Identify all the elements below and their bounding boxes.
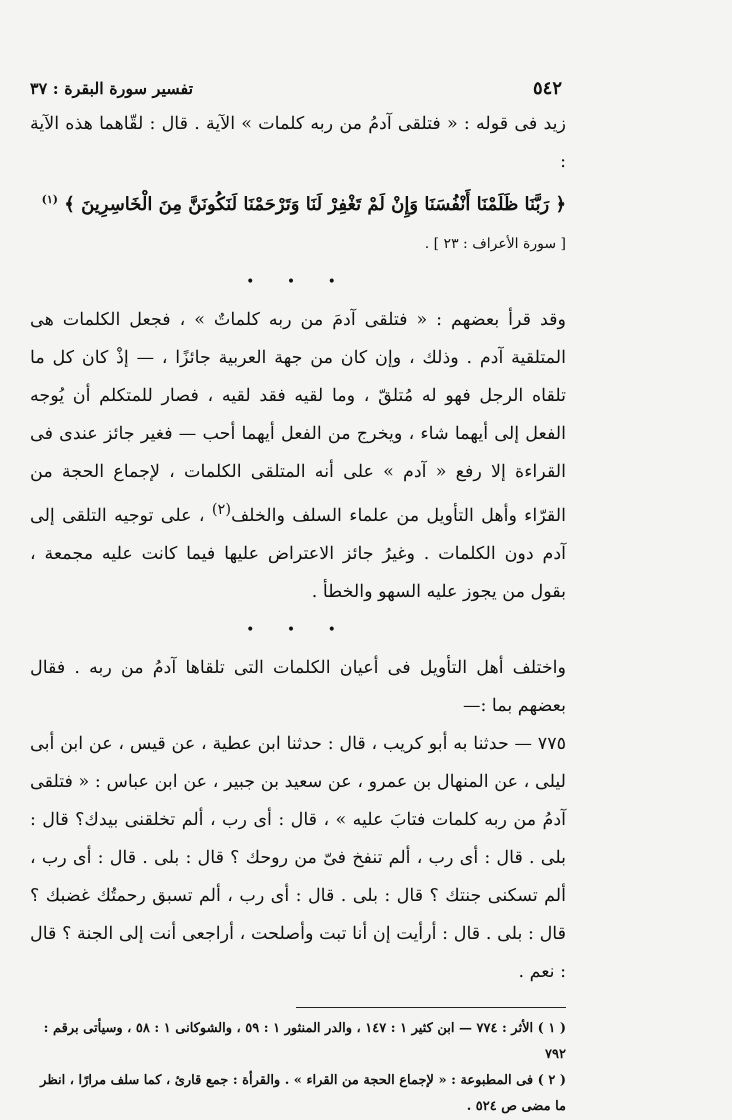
running-header bbox=[30, 78, 562, 99]
footnote-1: ( ١ ) الأثر : ٧٧٤ — ابن كثير ١ : ١٤٧ ، والدر المنثور ١ : ٥٩ ، والشوكانى ١ : ٥٨ ، وسيأتى برقم : ٧٩٢ bbox=[43, 1020, 566, 1062]
surah-reference: [ سورة الأعراف : ٢٣ ] . bbox=[424, 236, 566, 252]
body-text bbox=[30, 105, 566, 991]
paragraph-2-tail: ، على توجيه التلقى إلى آدم دون الكلمات . وغيرُ جائز الاعتراض عليها فيما كانت عليه مجمعة ، بقول من يجوز عليه السهو والخطأ . bbox=[30, 505, 566, 602]
paragraph-4: ٧٧٥ — حدثنا به أبو كريب ، قال : حدثنا ابن عطية ، عن قيس ، عن ابن أبى ليلى ، عن المنهال بن عمرو ، عن سعيد بن جبير ، عن ابن عباس : « فتلقى آدمُ من ربه كلمات فتابَ عليه » ، قال : أى رب ، ألم تخلقنى بيدك؟ قال : بلى . قال : أى رب ، ألم تنفخ فىّ من روحك ؟ قال : بلى . قال : أى رب ، ألم تسكنى جنتك ؟ قال : بلى . قال : أى رب ، ألم تسبق رحمتُك غضبك ؟ قال : بلى . قال : أرأيت إن أنا تبت وأصلحت ، أراجعى أنت إلى الجنة ؟ قال : نعم . bbox=[30, 733, 566, 982]
footnotes bbox=[30, 1016, 566, 1120]
running-title: تفسير سورة البقرة : ٣٧ bbox=[30, 79, 194, 98]
paragraph-2 bbox=[30, 301, 566, 611]
footnote-2: ( ٢ ) فى المطبوعة : « لإجماع الحجة من القراء » . والقرأة : جمع قارئ ، كما سلف مرارًا ، انظر ما مضى ص ٥٢٤ . bbox=[40, 1072, 566, 1114]
page bbox=[30, 78, 566, 1120]
paragraph-1-text: زيد فى قوله : « فتلقى آدمُ من ربه كلمات » الآية . قال : لقّاهما هذه الآية : bbox=[30, 114, 566, 172]
section-separator-2: • • • bbox=[246, 621, 350, 638]
quran-verse bbox=[42, 194, 566, 215]
footnote-marker-2: (٢) bbox=[211, 501, 232, 518]
footnote-divider bbox=[296, 1007, 566, 1008]
paragraph-3: واختلف أهل التأويل فى أعيان الكلمات التى تلقاها آدمُ من ربه . فقال بعضهم بما :— bbox=[30, 657, 566, 716]
section-separator-1: • • • bbox=[246, 274, 350, 290]
page-number: ٥٤٢ bbox=[532, 78, 562, 99]
paragraph-1 bbox=[30, 105, 566, 263]
paragraph-2-text: وقد قرأ بعضهم : « فتلقى آدمَ من ربه كلماتٌ » ، فجعل الكلمات هى المتلقية آدم . وذلك ، وإن كان من جهة العربية جائزًا ، — إذْ كان كل ما تلقاه الرجل فهو له مُتلقّ ، وما لقيه فقد لقيه ، فصار للمتكلم أن يُوجه الفعل إلى أيهما شاء ، ويخرج من الفعل أيهما أحب — فغير جائز عندى فى القراءة إلا رفع « آدم » على أنه المتلقى الكلمات ، لإجماع الحجة من القرّاء وأهل التأويل من علماء السلف والخلف bbox=[30, 310, 566, 526]
footnote-marker-1: (١) bbox=[41, 193, 58, 206]
quran-verse-text: ﴿ رَبَّنَا ظَلَمْنَا أَنْفُسَنَا وَإِنْ لَمْ تَغْفِرْ لَنَا وَتَرْحَمْنَا لَنَكُونَنَّ مِنَ الْخَاسِرِينَ ﴾ bbox=[64, 194, 566, 215]
